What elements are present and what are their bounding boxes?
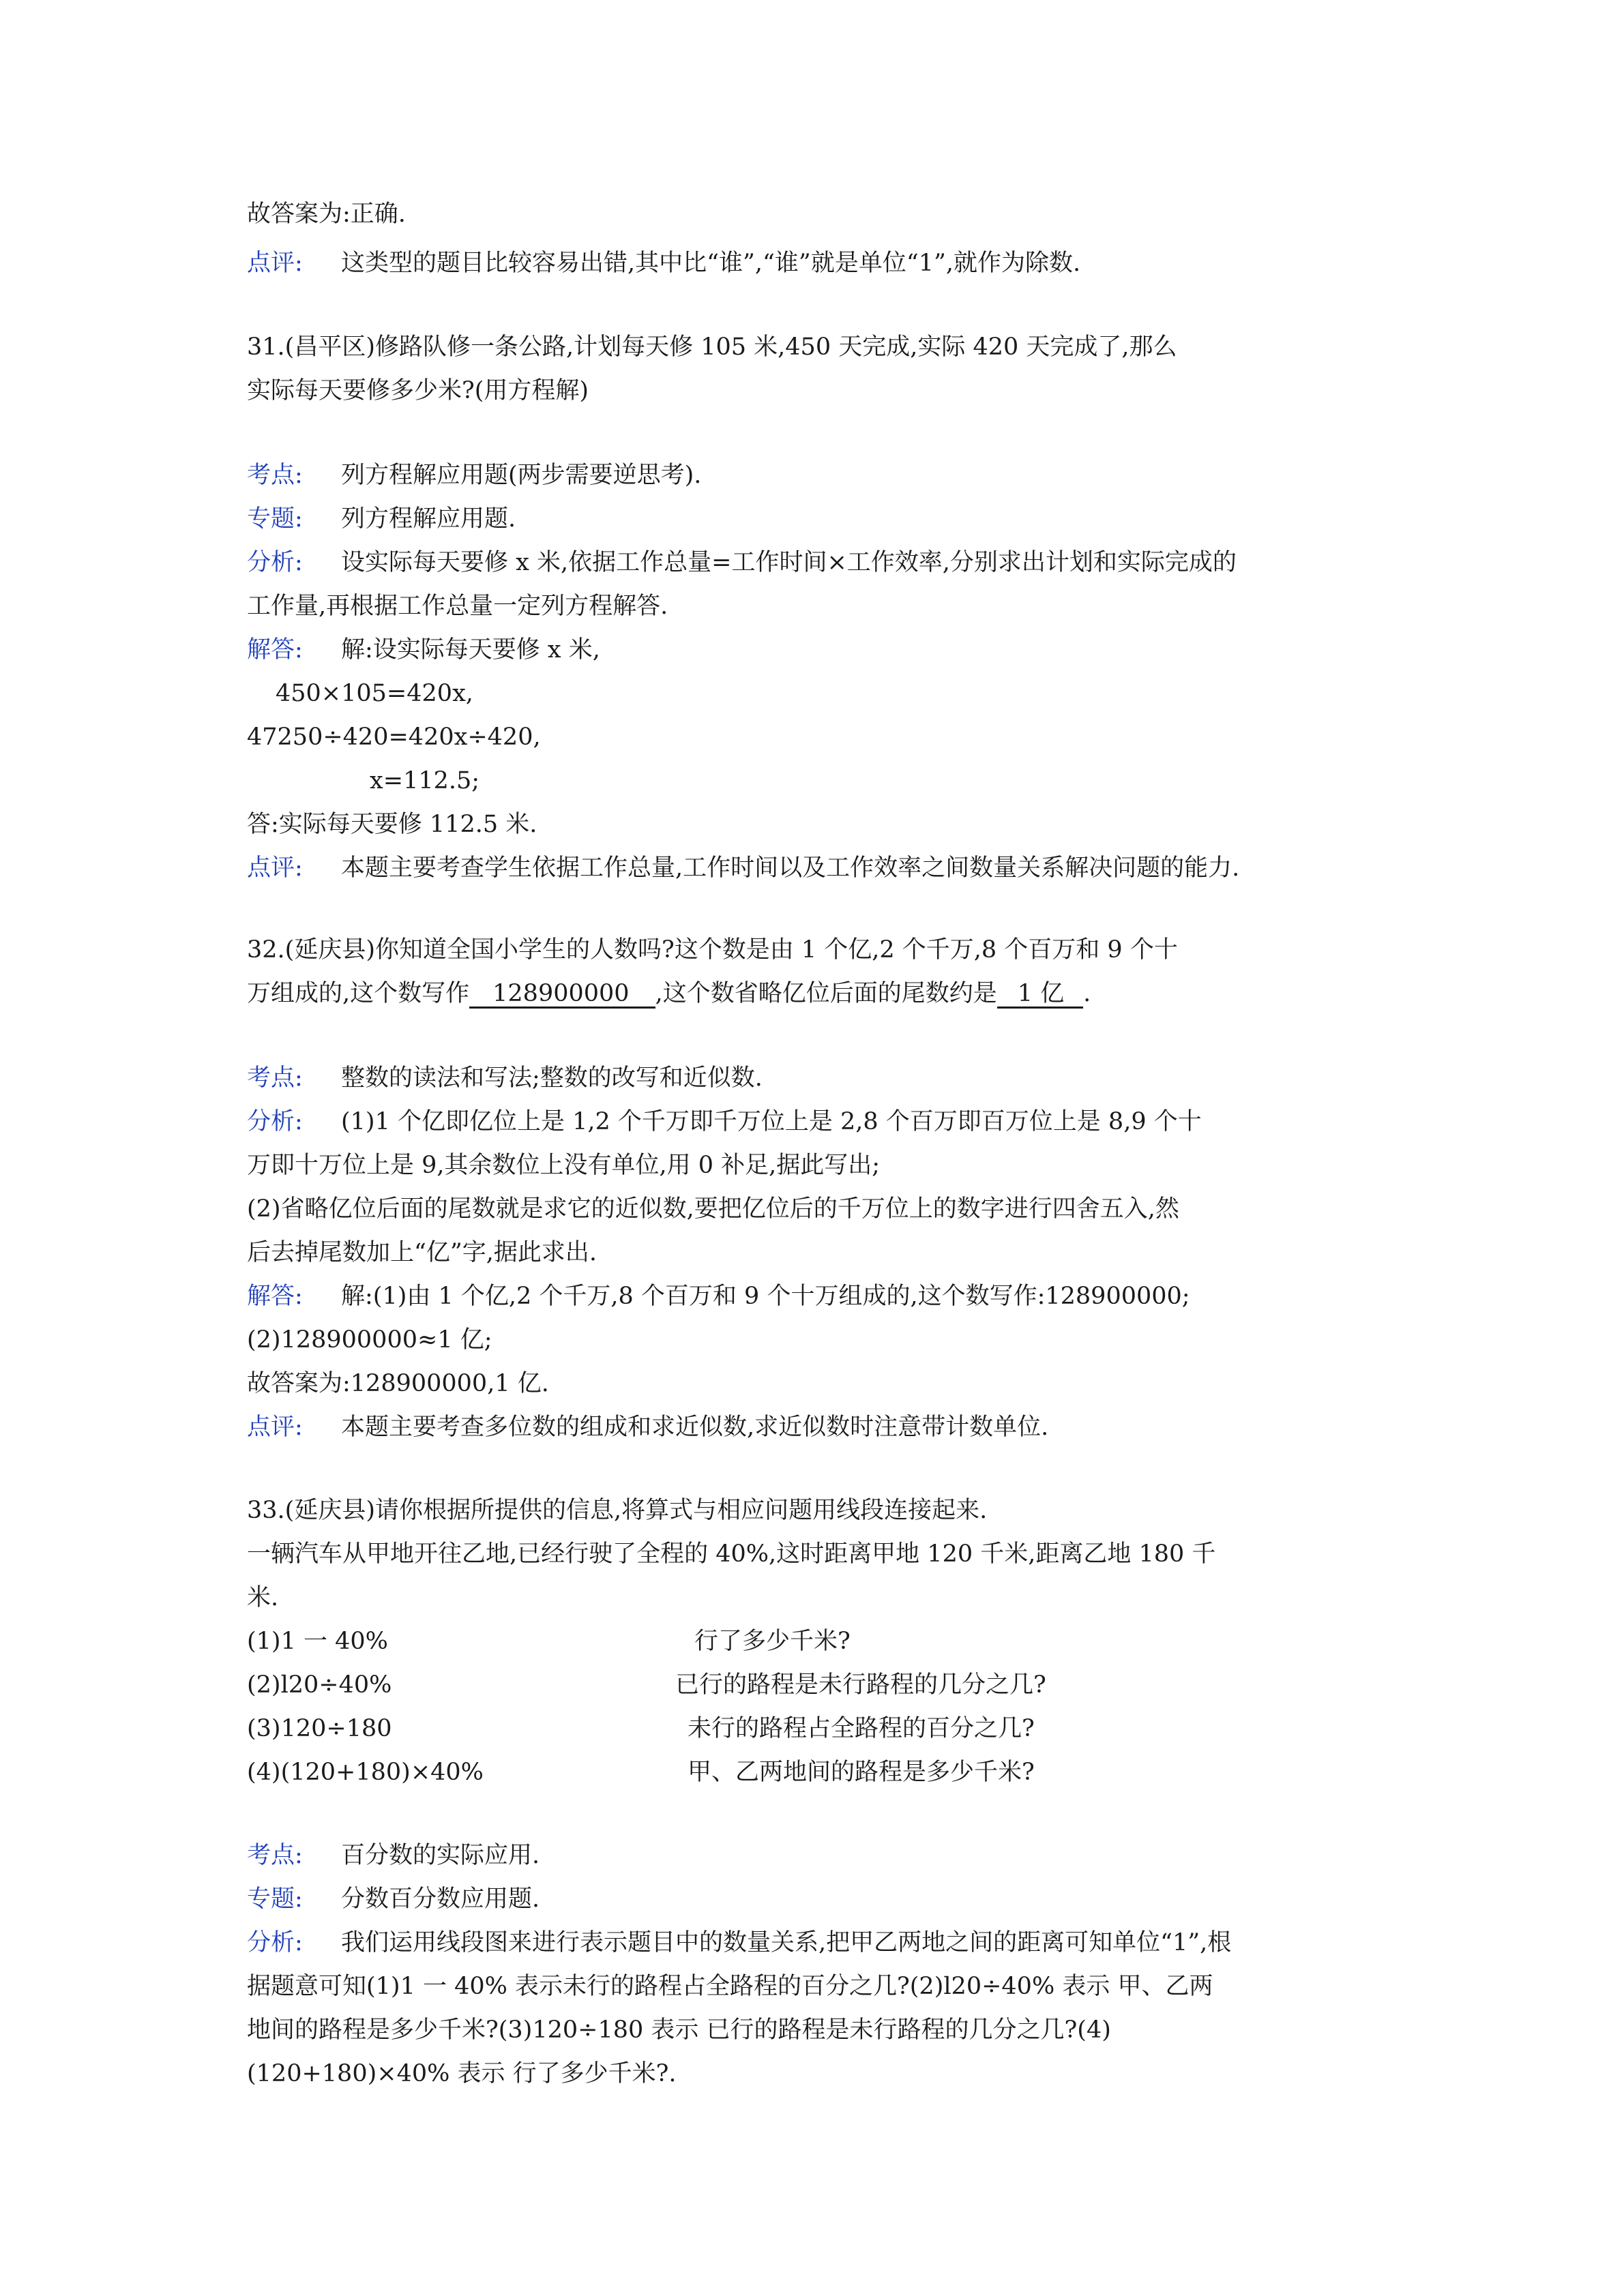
q33-question-1: 行了多少千米? bbox=[694, 1628, 851, 1655]
comment-label: 点评: bbox=[247, 250, 303, 277]
q31-kaodian: 考点: 列方程解应用题(两步需要逆思考). bbox=[247, 462, 702, 489]
comment-label: 点评: bbox=[247, 1414, 303, 1441]
zhuanti-label: 专题: bbox=[247, 1885, 303, 1913]
q31-jieda: 解答: 解:设实际每天要修 x 米, bbox=[247, 636, 600, 664]
q32-text-line-1: 32.(延庆县)你知道全国小学生的人数吗?这个数是由 1 个亿,2 个千万,8 个百万和 9 个十 bbox=[247, 936, 1178, 964]
q33-fenxi-2: 据题意可知(1)1 一 40% 表示未行的路程占全路程的百分之几?(2)l20÷40% 表示 甲、乙两 bbox=[247, 1973, 1213, 2000]
q31-equation-3: x=112.5; bbox=[370, 767, 480, 794]
q33-formula-2: (2)l20÷40% bbox=[247, 1671, 392, 1699]
q33-zhuanti: 专题: 分数百分数应用题. bbox=[247, 1885, 540, 1913]
q32-text-line-2: 万组成的,这个数写作 128900000 ,这个数省略亿位后面的尾数约是 1 亿 . bbox=[247, 980, 1091, 1007]
prev-comment-line: 点评: 这类型的题目比较容易出错,其中比“谁”,“谁”就是单位“1”,就作为除数. bbox=[247, 250, 1081, 277]
q31-fenxi-1: 分析: 设实际每天要修 x 米,依据工作总量=工作时间×工作效率,分别求出计划和实际完成的 bbox=[247, 549, 1237, 576]
q33-formula-4: (4)(120+180)×40% bbox=[247, 1759, 484, 1786]
kaodian-label: 考点: bbox=[247, 462, 303, 489]
q32-jieda-1: 解答: 解:(1)由 1 个亿,2 个千万,8 个百万和 9 个十万组成的,这个数写作:128900000; bbox=[247, 1283, 1190, 1310]
q33-kaodian: 考点: 百分数的实际应用. bbox=[247, 1842, 540, 1869]
answer-blank-number: 128900000 bbox=[469, 981, 655, 1009]
q31-fenxi-2: 工作量,再根据工作总量一定列方程解答. bbox=[247, 593, 668, 620]
q31-text-line-1: 31.(昌平区)修路队修一条公路,计划每天修 105 米,450 天完成,实际 420 天完成了,那么 bbox=[247, 333, 1177, 361]
q33-question-3: 未行的路程占全路程的百分之几? bbox=[688, 1715, 1035, 1742]
answer-blank-approx: 1 亿 bbox=[997, 981, 1083, 1009]
q31-equation-2: 47250÷420=420x÷420, bbox=[247, 724, 541, 751]
q32-fenxi-3: (2)省略亿位后面的尾数就是求它的近似数,要把亿位后的千万位上的数字进行四舍五入,然 bbox=[247, 1195, 1179, 1223]
fenxi-label: 分析: bbox=[247, 1929, 303, 1956]
q33-fenxi-3: 地间的路程是多少千米?(3)120÷180 表示 已行的路程是未行路程的几分之几?(4) bbox=[247, 2016, 1111, 2044]
kaodian-label: 考点: bbox=[247, 1064, 303, 1092]
q33-text-line-1: 33.(延庆县)请你根据所提供的信息,将算式与相应问题用线段连接起来. bbox=[247, 1497, 988, 1524]
fenxi-label: 分析: bbox=[247, 549, 303, 576]
q32-kaodian: 考点: 整数的读法和写法;整数的改写和近似数. bbox=[247, 1064, 763, 1092]
q33-formula-1: (1)1 一 40% bbox=[247, 1628, 388, 1655]
q33-question-2: 已行的路程是未行路程的几分之几? bbox=[675, 1671, 1046, 1699]
q33-question-4: 甲、乙两地间的路程是多少千米? bbox=[688, 1759, 1035, 1786]
q32-fenxi-1: 分析: (1)1 个亿即亿位上是 1,2 个千万即千万位上是 2,8 个百万即百万位上是 8,9 个十 bbox=[247, 1108, 1202, 1135]
kaodian-label: 考点: bbox=[247, 1842, 303, 1869]
q33-fenxi-4: (120+180)×40% 表示 行了多少千米?. bbox=[247, 2060, 677, 2087]
q31-equation-1: 450×105=420x, bbox=[276, 680, 473, 707]
q33-text-line-2: 一辆汽车从甲地开往乙地,已经行驶了全程的 40%,这时距离甲地 120 千米,距离乙地 180 千 bbox=[247, 1540, 1216, 1568]
q33-formula-3: (3)120÷180 bbox=[247, 1715, 392, 1742]
jieda-label: 解答: bbox=[247, 636, 303, 664]
q31-answer: 答:实际每天要修 112.5 米. bbox=[247, 811, 537, 838]
q32-fenxi-4: 后去掉尾数加上“亿”字,据此求出. bbox=[247, 1239, 597, 1266]
q32-comment: 点评: 本题主要考查多位数的组成和求近似数,求近似数时注意带计数单位. bbox=[247, 1414, 1049, 1441]
q31-zhuanti: 专题: 列方程解应用题. bbox=[247, 505, 516, 533]
q31-comment: 点评: 本题主要考查学生依据工作总量,工作时间以及工作效率之间数量关系解决问题的能力. bbox=[247, 854, 1240, 882]
q32-answer: 故答案为:128900000,1 亿. bbox=[247, 1370, 549, 1397]
comment-label: 点评: bbox=[247, 854, 303, 882]
q32-fenxi-2: 万即十万位上是 9,其余数位上没有单位,用 0 补足,据此写出; bbox=[247, 1152, 881, 1179]
zhuanti-label: 专题: bbox=[247, 505, 303, 533]
q31-text-line-2: 实际每天要修多少米?(用方程解) bbox=[247, 377, 589, 404]
prev-answer-line: 故答案为:正确. bbox=[247, 200, 406, 228]
fenxi-label: 分析: bbox=[247, 1108, 303, 1135]
jieda-label: 解答: bbox=[247, 1283, 303, 1310]
q32-jieda-2: (2)128900000≈1 亿; bbox=[247, 1326, 492, 1354]
q33-text-line-3: 米. bbox=[247, 1584, 279, 1611]
q33-fenxi-1: 分析: 我们运用线段图来进行表示题目中的数量关系,把甲乙两地之间的距离可知单位“1”,根 bbox=[247, 1929, 1232, 1956]
